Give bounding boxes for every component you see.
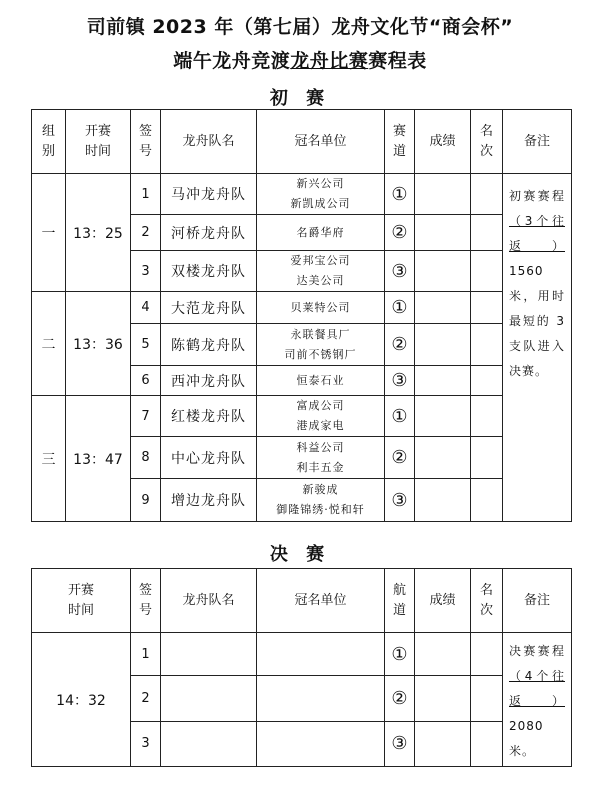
score-cell [415, 251, 471, 292]
prelim-heading: 初 赛 [269, 88, 331, 109]
team-name: 陈鹤龙舟队 [161, 324, 257, 366]
lane: ① [385, 292, 415, 324]
final-table [31, 568, 572, 767]
lane: ② [385, 437, 415, 479]
sponsor [257, 676, 385, 721]
final-header-row [32, 569, 572, 633]
sponsor [257, 633, 385, 676]
final-time: 14：32 [32, 633, 131, 767]
rank-cell [471, 721, 503, 766]
rank-cell [471, 479, 503, 522]
rank-cell [471, 396, 503, 437]
header-sponsor: 冠名单位 [257, 110, 385, 174]
score-cell [415, 174, 471, 215]
title-line-1: 司前镇 2023 年（第七届）龙舟文化节“商会杯” [86, 16, 514, 38]
sponsor: 永联餐具厂 司前不锈钢厂 [257, 324, 385, 366]
header-lane: 赛道 [385, 110, 415, 174]
final-note: 决赛赛程（4个往返）2080米。 [503, 633, 572, 767]
header-score: 成绩 [415, 110, 471, 174]
score-cell [415, 633, 471, 676]
sponsor: 新骏成 御隆锦绣·悦和轩 [257, 479, 385, 522]
lane: ① [385, 633, 415, 676]
lane: ② [385, 324, 415, 366]
sponsor: 贝莱特公司 [257, 292, 385, 324]
lane: ③ [385, 251, 415, 292]
lane: ③ [385, 479, 415, 522]
rank-cell [471, 366, 503, 396]
draw-number: 7 [131, 396, 161, 437]
sponsor: 科益公司 利丰五金 [257, 437, 385, 479]
lane: ③ [385, 721, 415, 766]
draw-number: 2 [131, 676, 161, 721]
table-row [32, 633, 572, 676]
rank-cell [471, 251, 503, 292]
team-name: 中心龙舟队 [161, 437, 257, 479]
draw-number: 1 [131, 633, 161, 676]
score-cell [415, 437, 471, 479]
draw-number: 3 [131, 251, 161, 292]
draw-number: 4 [131, 292, 161, 324]
group-time: 13：25 [66, 174, 131, 292]
team-name [161, 676, 257, 721]
table-row [32, 396, 572, 437]
sponsor: 恒泰石业 [257, 366, 385, 396]
draw-number: 8 [131, 437, 161, 479]
sponsor: 名爵华府 [257, 215, 385, 251]
header-lane: 航道 [385, 569, 415, 633]
draw-number: 3 [131, 721, 161, 766]
score-cell [415, 479, 471, 522]
group-name: 一 [32, 174, 66, 292]
header-rank: 名次 [471, 110, 503, 174]
group-name: 三 [32, 396, 66, 522]
sponsor: 爱邦宝公司 达美公司 [257, 251, 385, 292]
lane: ② [385, 676, 415, 721]
draw-number: 9 [131, 479, 161, 522]
score-cell [415, 721, 471, 766]
score-cell [415, 366, 471, 396]
team-name: 西冲龙舟队 [161, 366, 257, 396]
header-start-time: 开赛时间 [66, 110, 131, 174]
final-heading: 决 赛 [269, 544, 331, 565]
title-line-2-part-b: 龙舟比赛 [290, 50, 369, 72]
rank-cell [471, 292, 503, 324]
team-name: 红楼龙舟队 [161, 396, 257, 437]
rank-cell [471, 324, 503, 366]
team-name [161, 633, 257, 676]
score-cell [415, 676, 471, 721]
group-time: 13：47 [66, 396, 131, 522]
team-name: 增边龙舟队 [161, 479, 257, 522]
team-name [161, 721, 257, 766]
header-team: 龙舟队名 [161, 569, 257, 633]
team-name: 双楼龙舟队 [161, 251, 257, 292]
header-rank: 名次 [471, 569, 503, 633]
score-cell [415, 324, 471, 366]
prelim-table [31, 109, 572, 522]
team-name: 马冲龙舟队 [161, 174, 257, 215]
lane: ① [385, 174, 415, 215]
prelim-header-row [32, 110, 572, 174]
lane: ③ [385, 366, 415, 396]
header-score: 成绩 [415, 569, 471, 633]
draw-number: 5 [131, 324, 161, 366]
score-cell [415, 396, 471, 437]
prelim-note: 初赛赛程（3个往返）1560米，用时最短的 3 支队进入决赛。 [503, 174, 572, 522]
group-time: 13：36 [66, 292, 131, 396]
header-draw: 签号 [131, 110, 161, 174]
rank-cell [471, 633, 503, 676]
lane: ① [385, 396, 415, 437]
rank-cell [471, 437, 503, 479]
header-note: 备注 [503, 569, 572, 633]
draw-number: 6 [131, 366, 161, 396]
draw-number: 1 [131, 174, 161, 215]
title-line-2 [0, 46, 600, 73]
rank-cell [471, 676, 503, 721]
header-draw: 签号 [131, 569, 161, 633]
team-name: 河桥龙舟队 [161, 215, 257, 251]
table-row [32, 174, 572, 215]
header-sponsor: 冠名单位 [257, 569, 385, 633]
header-group: 组别 [32, 110, 66, 174]
score-cell [415, 215, 471, 251]
sponsor: 新兴公司 新凯成公司 [257, 174, 385, 215]
sponsor [257, 721, 385, 766]
group-name: 二 [32, 292, 66, 396]
sponsor: 富成公司 港成家电 [257, 396, 385, 437]
title-line-2-part-c: 赛程表 [368, 50, 427, 72]
title-line-2-part-a: 端午龙舟竞渡 [173, 50, 291, 72]
table-row [32, 292, 572, 324]
team-name: 大范龙舟队 [161, 292, 257, 324]
header-start-time: 开赛时间 [32, 569, 131, 633]
header-team: 龙舟队名 [161, 110, 257, 174]
draw-number: 2 [131, 215, 161, 251]
lane: ② [385, 215, 415, 251]
rank-cell [471, 215, 503, 251]
rank-cell [471, 174, 503, 215]
score-cell [415, 292, 471, 324]
header-note: 备注 [503, 110, 572, 174]
